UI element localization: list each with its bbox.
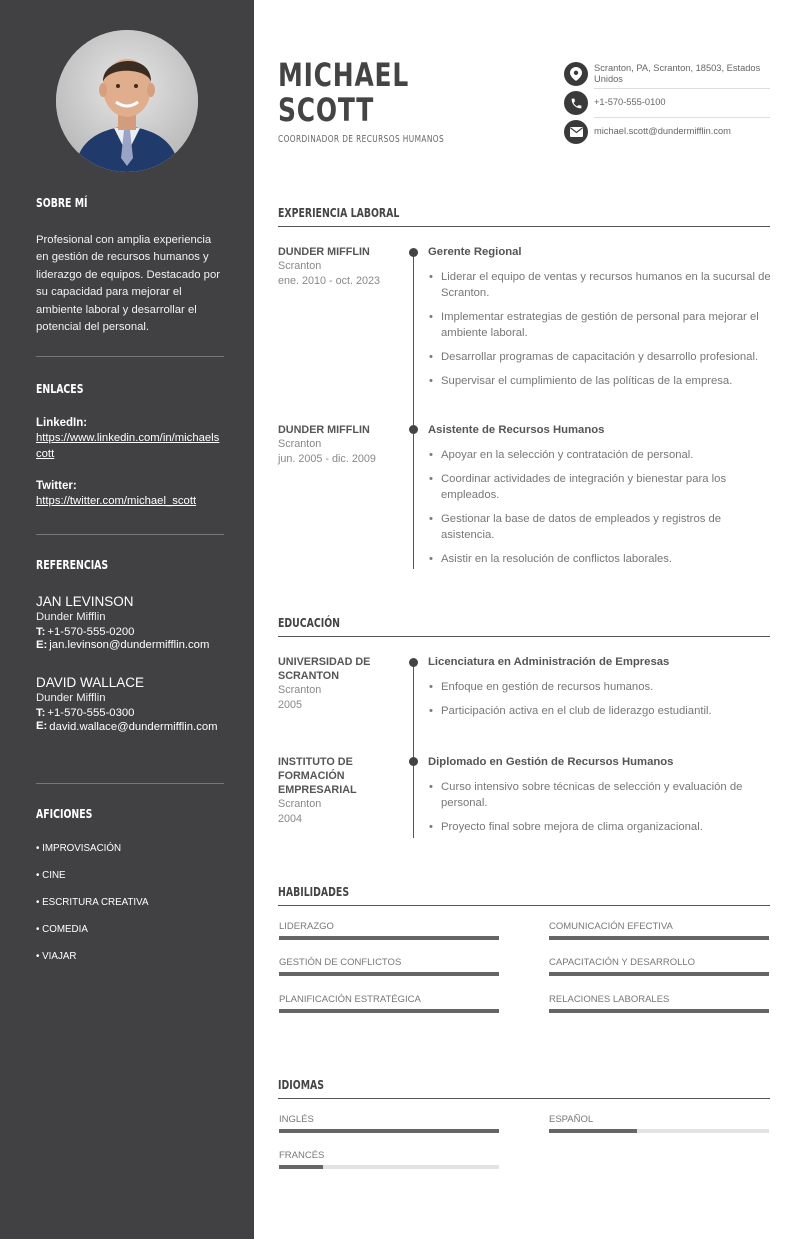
education-bullets [428, 779, 771, 835]
sidebar [0, 0, 254, 1239]
references-heading: REFERENCIAS [36, 558, 109, 572]
bullet-item: • Implementar estrategias de gestión de personal para mejorar el ambiente laboral. [428, 309, 771, 341]
education-date: 2005 [278, 698, 303, 711]
avatar [56, 30, 198, 172]
skill-item [549, 957, 769, 976]
skill-label: GESTIÓN DE CONFLICTOS [279, 957, 402, 968]
skill-bar-fill [279, 1009, 499, 1013]
reference-email-value: jan.levinson@dundermifflin.com [49, 639, 210, 651]
experience-meta [278, 423, 398, 466]
education-date: 2004 [278, 812, 303, 825]
skill-label: CAPACITACIÓN Y DESARROLLO [549, 957, 696, 968]
profile-photo [56, 30, 198, 172]
reference-company: Dunder Mifflin [36, 611, 106, 623]
bullet-item: • Gestionar la base de datos de empleados y registros de asistencia. [428, 511, 771, 543]
phone-icon [564, 91, 588, 115]
contact-divider [594, 88, 770, 89]
skill-bar-fill [549, 972, 769, 976]
twitter-url[interactable]: https://twitter.com/michael_scott [36, 495, 197, 507]
contact-email [564, 120, 770, 144]
skill-item [549, 994, 769, 1013]
reference-name: DAVID WALLACE [36, 675, 145, 690]
full-name [278, 58, 409, 128]
language-bar [279, 1129, 499, 1133]
references-section [36, 558, 224, 572]
reference-email [36, 720, 224, 735]
sidebar-divider [36, 783, 224, 784]
phone-text: +1-570-555-0100 [594, 97, 666, 108]
language-label: FRANCÉS [279, 1150, 325, 1161]
education-details [428, 755, 771, 843]
bullet-item: • Enfoque en gestión de recursos humanos. [428, 679, 771, 695]
bullet-item: • Liderar el equipo de ventas y recursos humanos en la sucursal de Scranton. [428, 269, 771, 301]
about-heading: SOBRE MÍ [36, 196, 88, 210]
education-heading-text: EDUCACIÓN [278, 616, 341, 630]
last-name: SCOTT [278, 91, 375, 129]
degree-title: Diplomado en Gestión de Recursos Humanos [428, 756, 674, 768]
timeline-dot [409, 248, 418, 257]
linkedin-label: LinkedIn: [36, 417, 88, 429]
experience-meta [278, 245, 398, 288]
skill-bar [279, 1009, 499, 1013]
location-pin-icon [564, 62, 588, 86]
reference-company: Dunder Mifflin [36, 692, 106, 704]
phone-label: T: [36, 626, 46, 638]
language-bar [279, 1165, 499, 1169]
education-location: Scranton [278, 684, 322, 696]
envelope-icon [564, 120, 588, 144]
bullet-item: • Asistir en la resolución de conflictos laborales. [428, 551, 771, 567]
twitter-label: Twitter: [36, 480, 77, 492]
email-label: E: [36, 720, 48, 732]
skill-bar [549, 936, 769, 940]
education-heading [278, 616, 770, 637]
education-bullets [428, 679, 771, 719]
job-title: Asistente de Recursos Humanos [428, 424, 605, 436]
email-text: michael.scott@dundermifflin.com [594, 126, 731, 137]
reference-email-value: david.wallace@dundermifflin.com [49, 721, 218, 733]
skill-bar [549, 972, 769, 976]
timeline-line [413, 251, 414, 569]
institution-name: INSTITUTO DE FORMACIÓN EMPRESARIAL [278, 756, 357, 796]
skill-bar-fill [549, 936, 769, 940]
links-heading: ENLACES [36, 382, 84, 396]
experience-entry [278, 245, 770, 570]
hobby-item: • ESCRITURA CREATIVA [36, 897, 149, 908]
hobby-item: • IMPROVISACIÓN [36, 843, 122, 854]
reference-phone-value: +1-570-555-0200 [47, 626, 135, 638]
skill-item [549, 921, 769, 940]
language-label: ESPAÑOL [549, 1114, 594, 1125]
skill-item [279, 921, 499, 940]
bullet-item: • Desarrollar programas de capacitación y desarrollo profesional. [428, 349, 771, 365]
about-text: Profesional con amplia experiencia en gestión de recursos humanos y liderazgo de equipos. Destacado por su capacidad para mejorar el ambiente laboral y desarrollar el potencial del personal. [36, 234, 221, 334]
contact-phone [564, 91, 770, 115]
languages-heading [278, 1078, 770, 1099]
language-label: INGLÉS [279, 1114, 314, 1125]
sidebar-divider [36, 534, 224, 535]
skills-heading-text: HABILIDADES [278, 885, 350, 899]
language-item [279, 1114, 499, 1133]
language-bar-fill [279, 1165, 323, 1169]
education-meta [278, 655, 398, 712]
skill-item [279, 957, 499, 976]
job-role: COORDINADOR DE RECURSOS HUMANOS [278, 134, 445, 145]
links-section [36, 382, 224, 396]
skill-bar [279, 936, 499, 940]
education-meta [278, 755, 398, 826]
skill-label: COMUNICACIÓN EFECTIVA [549, 921, 673, 932]
skill-bar [279, 972, 499, 976]
skill-bar [549, 1009, 769, 1013]
skill-item [279, 994, 499, 1013]
hobby-item: • VIAJAR [36, 951, 77, 962]
hobby-item: • COMEDIA [36, 924, 88, 935]
link-twitter [36, 480, 224, 509]
link-linkedin [36, 417, 224, 462]
skills-heading [278, 885, 770, 906]
institution-name: UNIVERSIDAD DE SCRANTON [278, 656, 371, 682]
job-bullets [428, 269, 771, 389]
timeline-dot [409, 757, 418, 766]
reference-item [36, 675, 224, 735]
reference-item [36, 594, 224, 651]
company-name: DUNDER MIFFLIN [278, 246, 370, 258]
company-name: DUNDER MIFFLIN [278, 424, 370, 436]
sidebar-divider [36, 356, 224, 357]
job-location: Scranton [278, 260, 322, 272]
contact-address [564, 62, 770, 86]
timeline-dot [409, 658, 418, 667]
education-entry [278, 655, 770, 840]
education-location: Scranton [278, 798, 322, 810]
language-bar [549, 1129, 769, 1133]
phone-label: T: [36, 707, 46, 719]
reference-phone [36, 707, 224, 719]
bullet-item: • Proyecto final sobre mejora de clima organizacional. [428, 819, 771, 835]
first-name: MICHAEL [278, 56, 410, 94]
job-title: Gerente Regional [428, 246, 522, 258]
hobbies-section [36, 807, 224, 821]
job-dates: ene. 2010 - oct. 2023 [278, 274, 381, 287]
hobby-item: • CINE [36, 870, 66, 881]
contact-divider [594, 117, 770, 118]
timeline-line [413, 661, 414, 838]
skill-bar-fill [279, 936, 499, 940]
language-bar-fill [279, 1129, 499, 1133]
about-section [36, 196, 224, 210]
bullet-item: • Coordinar actividades de integración y bienestar para los empleados. [428, 471, 771, 503]
language-bar-fill [549, 1129, 637, 1133]
experience-heading-text: EXPERIENCIA LABORAL [278, 206, 400, 220]
skill-bar-fill [279, 972, 499, 976]
email-label: E: [36, 639, 48, 651]
address-text: Scranton, PA, Scranton, 18503, Estados Unidos [594, 62, 761, 84]
bullet-item: • Participación activa en el club de liderazgo estudiantil. [428, 703, 771, 719]
experience-details [428, 245, 771, 397]
skill-label: RELACIONES LABORALES [549, 994, 670, 1005]
bullet-item: • Supervisar el cumplimiento de las políticas de la empresa. [428, 373, 771, 389]
reference-phone-value: +1-570-555-0300 [47, 707, 135, 719]
job-bullets [428, 447, 771, 567]
bullet-item: • Apoyar en la selección y contratación de personal. [428, 447, 771, 463]
degree-title: Licenciatura en Administración de Empresas [428, 656, 670, 668]
timeline-dot [409, 425, 418, 434]
linkedin-url[interactable]: https://www.linkedin.com/in/michaelscott [36, 432, 220, 460]
reference-email [36, 639, 224, 651]
experience-heading [278, 206, 770, 227]
education-details [428, 655, 771, 727]
experience-details [428, 423, 771, 575]
languages-heading-text: IDIOMAS [278, 1078, 324, 1092]
job-location: Scranton [278, 438, 322, 450]
hobbies-list [36, 843, 224, 978]
job-dates: jun. 2005 - dic. 2009 [278, 452, 376, 465]
skill-label: LIDERAZGO [279, 921, 334, 932]
language-item [549, 1114, 769, 1133]
hobbies-heading: AFICIONES [36, 807, 93, 821]
skill-label: PLANIFICACIÓN ESTRATÉGICA [279, 994, 421, 1005]
reference-phone [36, 626, 224, 638]
language-item [279, 1150, 499, 1169]
reference-name: JAN LEVINSON [36, 594, 134, 609]
skill-bar-fill [549, 1009, 769, 1013]
bullet-item: • Curso intensivo sobre técnicas de selección y evaluación de personal. [428, 779, 771, 811]
